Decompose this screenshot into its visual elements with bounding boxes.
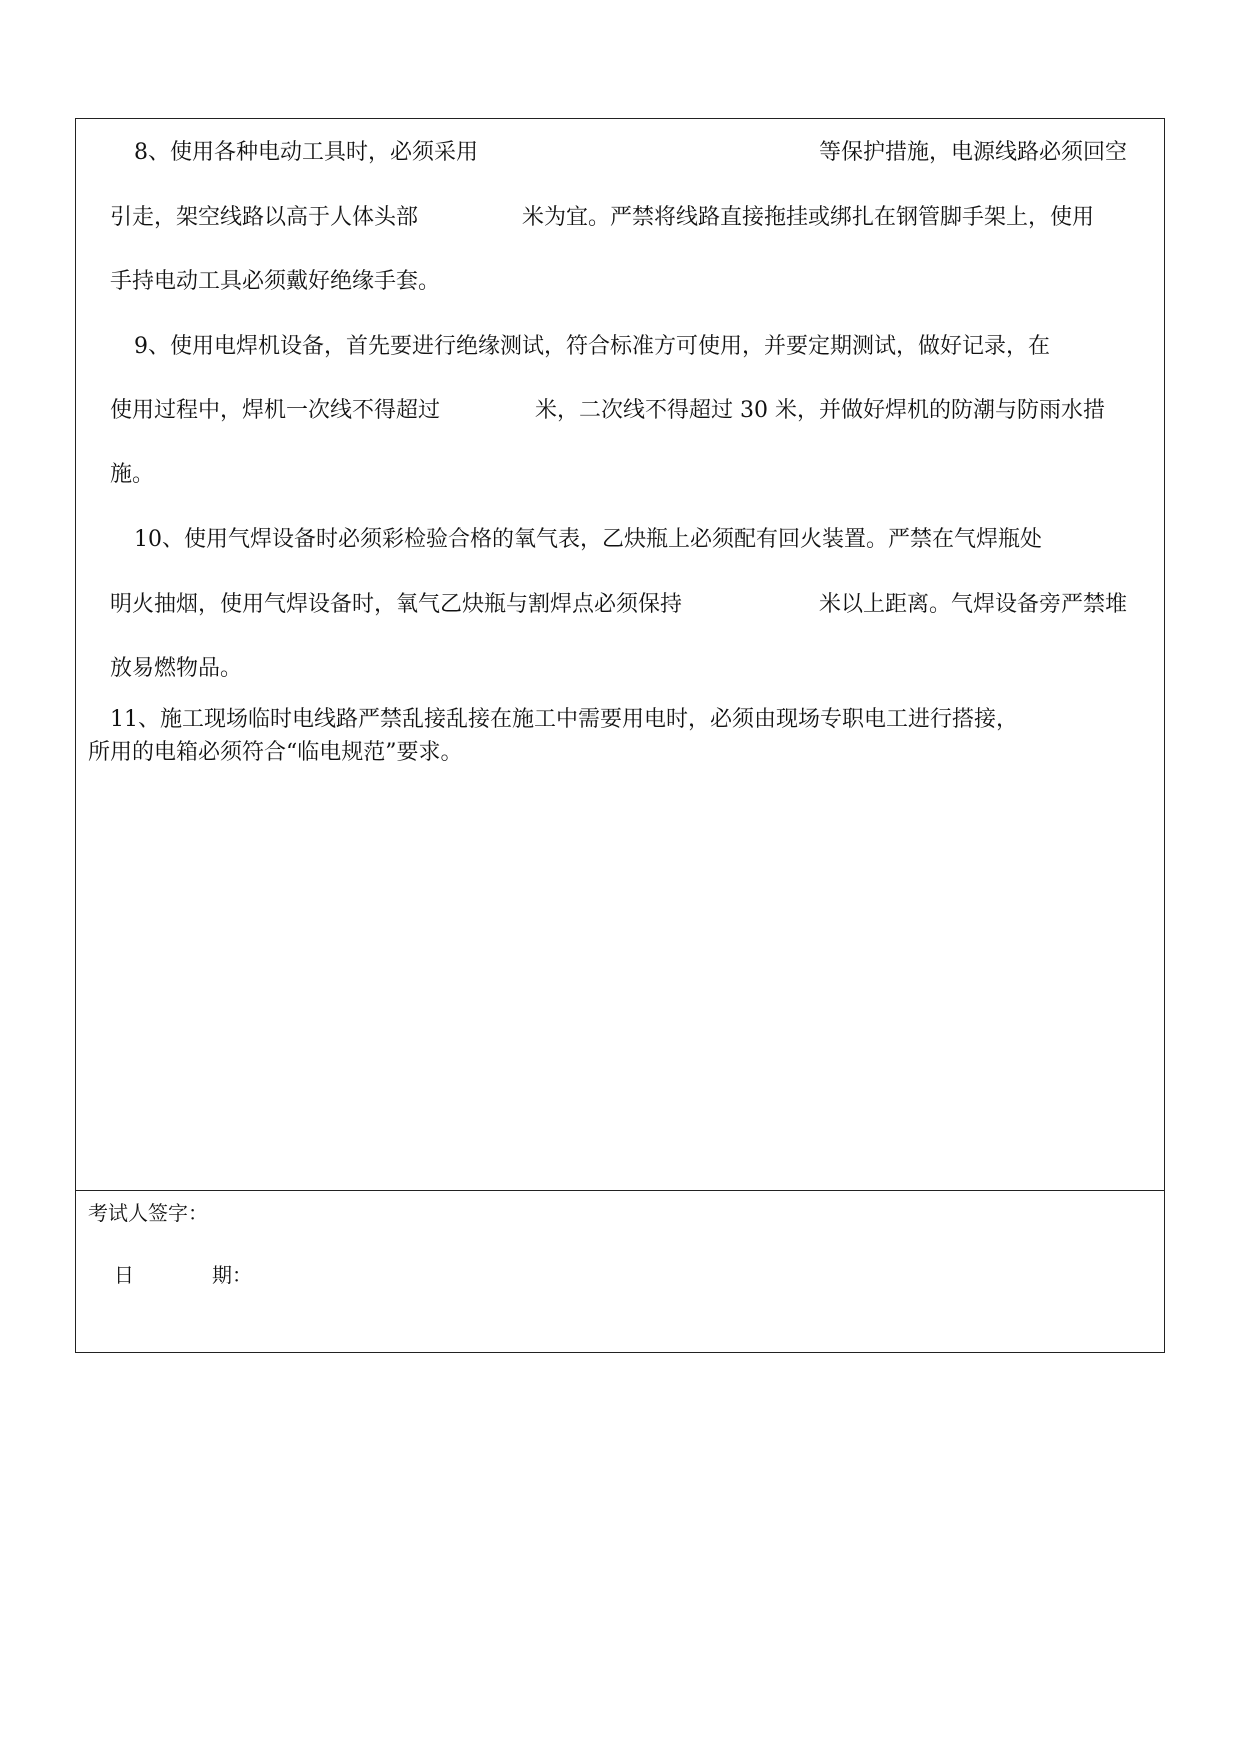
- item8-line1-start: 8、使用各种电动工具时，必须采用: [134, 140, 478, 165]
- item11-line1: 11、施工现场临时电线路严禁乱接乱接在施工中需要用电时，必须由现场专职电工进行搭接，: [110, 707, 1018, 732]
- item10-line3: 放易燃物品。: [110, 656, 243, 681]
- item9-line1: 9、使用电焊机设备，首先要进行绝缘测试，符合标准方可使用，并要定期测试，做好记录，在: [134, 334, 1051, 359]
- item8-line2-start: 引走，架空线路以高于人体头部: [110, 205, 419, 230]
- item9-line3: 施。: [110, 462, 155, 487]
- item10-line1: 10、使用气焊设备时必须彩检验合格的氧气表，乙炔瓶上必须配有回火装置。严禁在气焊瓶处: [134, 527, 1042, 552]
- item9-line2-end: 米，二次线不得超过 30 米，并做好焊机的防潮与防雨水措: [535, 398, 1105, 423]
- item10-line2-end: 米以上距离。气焊设备旁严禁堆: [819, 592, 1128, 617]
- item10-line2-start: 明火抽烟，使用气焊设备时，氧气乙炔瓶与割焊点必须保持: [110, 592, 683, 617]
- date-label-second: 期：: [212, 1263, 252, 1287]
- item8-line2-end: 米为宜。严禁将线路直接拖挂或绑扎在钢管脚手架上，使用: [522, 205, 1095, 230]
- document-table: [75, 118, 1165, 1353]
- item9-line2-start: 使用过程中，焊机一次线不得超过: [110, 398, 441, 423]
- item8-line3: 手持电动工具必须戴好绝缘手套。: [110, 269, 441, 294]
- item11-line2: 所用的电箱必须符合“临电规范”要求。: [88, 740, 463, 765]
- item8-line1-end: 等保护措施，电源线路必须回空: [819, 140, 1128, 165]
- content-cell: [76, 119, 1164, 1191]
- date-label-first: 日: [114, 1263, 134, 1287]
- signature-label: 考试人签字：: [88, 1201, 208, 1225]
